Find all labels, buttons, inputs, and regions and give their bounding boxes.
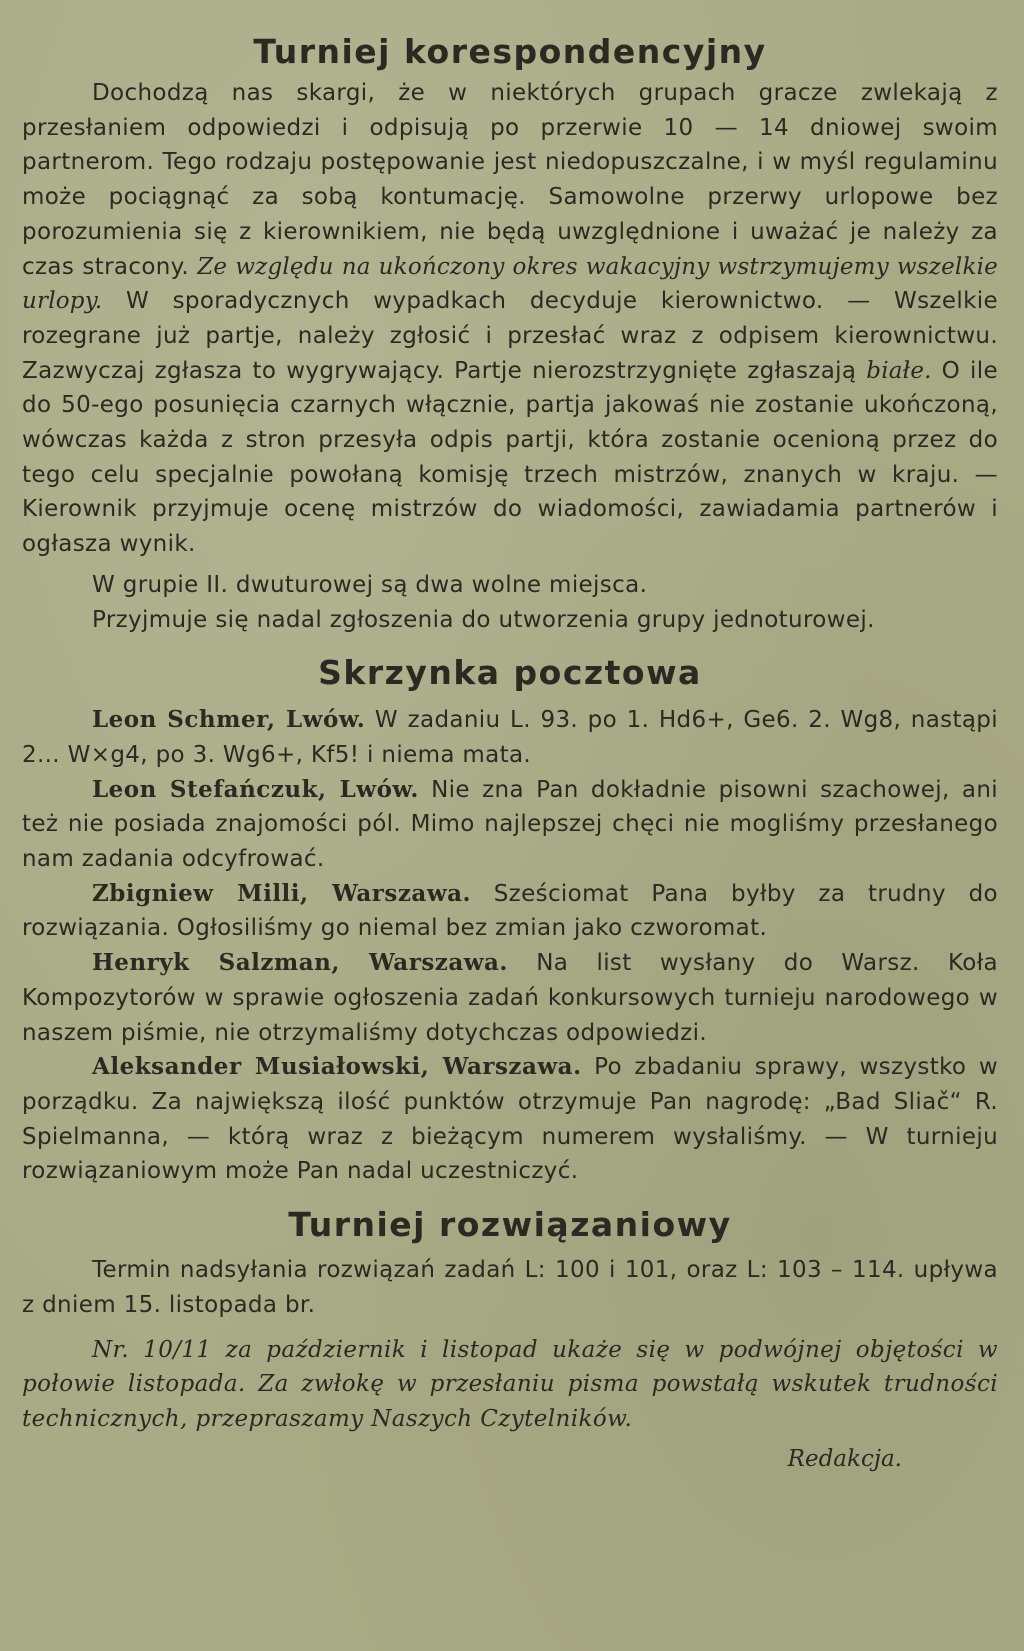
section-title-mailbox: Skrzynka pocztowa <box>318 653 702 693</box>
paragraph-italic-text: białe. <box>866 357 932 384</box>
mailbox-entry <box>22 877 998 946</box>
entry-text: Sześciomat Pana byłby za trudny do rozwiązania. Ogłosiliśmy go niemal bez zmian jako czworomat. <box>22 880 998 942</box>
group-note: W grupie II. dwuturowej są dwa wolne miejsca. <box>92 571 648 598</box>
mailbox-entry <box>22 946 998 1050</box>
correspondent-name: Leon Stefańczuk, Lwów. <box>92 775 419 803</box>
correspondent-name: Zbigniew Milli, Warszawa. <box>92 879 472 907</box>
paragraph-text: O ile do 50-ego posunięcia czarnych włącznie, partja jakowaś nie zostanie ukończoną, wówczas każda z stron przesyła odpis partji, która zostanie ocenioną przez do tego celu specjalnie powołaną komisję trzech mistrzów, znanych w kraju. — Kierownik przyjmuje ocenę mistrzów do wiadomości, zawiadamia partnerów i ogłasza wynik. <box>22 357 998 558</box>
entry-text: Po zbadaniu sprawy, wszystko w porządku. Za największą ilość punktów otrzymuje Pan nagrodę: „Bad Sliač“ R. Spielmanna, — którą wraz z bieżącym numerem wysłaliśmy. — W turnieju rozwiązaniowym może Pan nadal uczestniczyć. <box>22 1054 998 1185</box>
section-title-solving-tournament: Turniej rozwiązaniowy <box>288 1205 732 1245</box>
paragraph-italic-text: Ze względu na ukończony okres wakacyjny wstrzymujemy wszelkie urlopy. <box>22 253 998 315</box>
group-note: Przyjmuje się nadal zgłoszenia do utworzenia grupy jednoturowej. <box>92 606 875 633</box>
paragraph-text: W sporadycznych wypadkach decyduje kierownictwo. — Wszelkie rozegrane już partje, należy zgłosić i przesłać wraz z odpisem kierownictwu. Zazwyczaj zgłasza to wygrywający. Partje nierozstrzygnięte zgłaszają <box>22 288 998 384</box>
correspondent-name: Leon Schmer, Lwów. <box>92 706 366 734</box>
correspondence-tournament-paragraph <box>22 76 998 562</box>
correspondent-name: Aleksander Musiałowski, Warszawa. <box>92 1053 582 1081</box>
entry-text: Nie zna Pan dokładnie pisowni szachowej, ani też nie posiada znajomości pól. Mimo najlepszej chęci nie mogliśmy przesłanego nam zadania odcyfrować. <box>22 776 998 873</box>
section-title-correspondence-tournament: Turniej korespondencyjny <box>253 32 767 71</box>
correspondent-name: Henryk Salzman, Warszawa. <box>92 949 508 977</box>
entry-text: Na list wysłany do Warsz. Koła Kompozytorów w sprawie ogłoszenia zadań konkursowych turnieju narodowego w naszem piśmie, nie otrzymaliśmy dotychczas odpowiedzi. <box>22 950 998 1046</box>
paragraph-text: Dochodzą nas skargi, że w niektórych grupach gracze zwlekają z przesłaniem odpowiedzi i odpisują po przerwie 10 — 14 dniowej swoim partnerom. Tego rodzaju postępowanie jest niedopuszczalne, i w myśl regulaminu może pociągnąć za sobą kontumację. Samowolne przerwy urlopowe bez porozumienia się z kierownikiem, nie będą uwzględnione i uważać je należy za czas stracony. <box>22 80 998 280</box>
editorial-signature: Redakcja. <box>787 1445 902 1472</box>
mailbox-entry <box>22 1050 998 1189</box>
editorial-notice: Nr. 10/11 za październik i listopad ukaże się w podwójnej objętości w połowie listopada. Za zwłokę w przesłaniu pisma powstałą wskutek trudności technicznych, przepraszamy Naszych Czytelników. <box>22 1336 998 1432</box>
solving-deadline-paragraph: Termin nadsyłania rozwiązań zadań L: 100 i 101, oraz L: 103 – 114. upływa z dniem 15. listopada br. <box>22 1257 998 1318</box>
mailbox-entry <box>22 773 998 877</box>
mailbox-entry <box>22 703 998 772</box>
entry-text: W zadaniu L. 93. po 1. Hd6+, Ge6. 2. Wg8, nastąpi 2... W×g4, po 3. Wg6+, Kf5! i niema mata. <box>22 707 998 768</box>
